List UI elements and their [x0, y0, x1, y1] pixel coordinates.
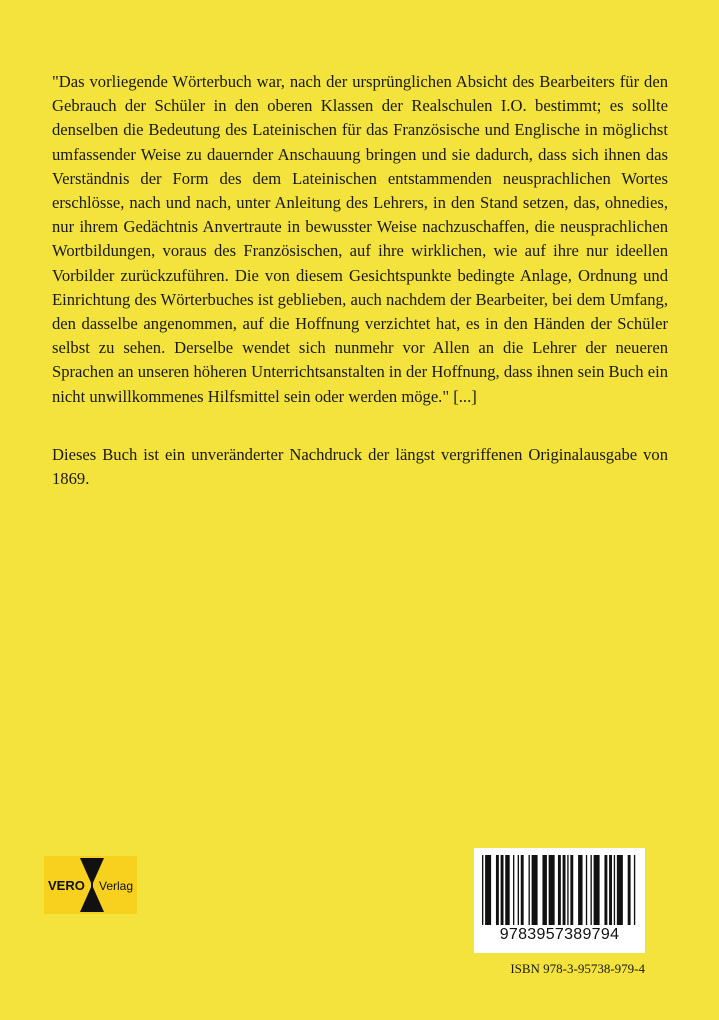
barcode-bar [501, 855, 504, 925]
barcode-bar [591, 855, 592, 925]
blurb-quote: "Das vorliegende Wörterbuch war, nach der ursprünglichen Absicht des Bearbeiters für den Gebrauch der Schüler in den oberen Klassen der Realschulen I.O. bestimmt; es sollte denselben die Bedeutung des Lateinischen für das Französische und Englische in möglichst umfassender Weise zu dauernder Anschauung bringen und sie dadurch, dass sich ihnen das Verständnis der Form des dem Lateinischen entstammenden neusprachlichen Wortes erschlösse, nach und nach, unter Anleitung des Lehrers, in den Stand setzen, das, ohnedies, nur ihrem Gedächtnis Anvertraute in bewusster Weise nachzuschaffen, die neusprachlichen Wortbildungen, voraus des Französischen, auf ihre wirklichen, wie auf ihre nur ideellen Vorbilder zurückzuführen. Die von diesem Gesichtspunkte bedingte Anlage, Ordnung und Einrichtung des Wörterbuches ist geblieben, auch nachdem der Bearbeiter, bei dem Umfang, den dasselbe angenommen, auf die Hoffnung verzichtet hat, es in den Händen der Schüler selbst zu sehen. Derselbe wendet sich nunmehr vor Allen an die Lehrer der neueren Sprachen an unseren höheren Unterrichtsanstalten in der Hoffnung, dass ihnen sein Buch ein nicht unwillkommenes Hilfsmittel sein oder werden möge." [...] [52, 72, 668, 406]
barcode-bar [617, 855, 623, 925]
barcode-bar [586, 855, 587, 925]
barcode-bar [628, 855, 631, 925]
isbn-label: ISBN 978-3-95738-979-4 [510, 961, 645, 976]
barcode-digits: 9783957389794 [499, 926, 620, 943]
barcode-bar [542, 855, 546, 925]
publisher-logo [44, 856, 137, 914]
barcode-bar [482, 855, 483, 925]
barcode-bar [604, 855, 607, 925]
barcode-bar [496, 855, 499, 925]
barcode-bar [609, 855, 612, 925]
barcode-bars [482, 855, 637, 925]
logo-text-vero: VERO [48, 878, 85, 893]
barcode-bar [594, 855, 600, 925]
barcode-bar [578, 855, 582, 925]
barcode-bar [558, 855, 561, 925]
barcode-bar [563, 855, 566, 925]
barcode-bar [518, 855, 519, 925]
barcode-bar [567, 855, 568, 925]
barcode-bar [529, 855, 530, 925]
barcode-bar [532, 855, 538, 925]
barcode-bar [513, 855, 514, 925]
barcode-bar [505, 855, 509, 925]
barcode-bar [549, 855, 555, 925]
reprint-note: Dieses Buch ist ein unveränderter Nachdruck der längst vergriffenen Originalausgabe von 1869. [52, 445, 668, 489]
logo-text-verlag: Verlag [99, 879, 134, 893]
barcode [474, 848, 645, 953]
barcode-bar [634, 855, 635, 925]
barcode-bar [521, 855, 524, 925]
vero-bowtie-icon [44, 856, 137, 914]
barcode-bar [614, 855, 615, 925]
barcode-bar [570, 855, 573, 925]
barcode-bar [485, 855, 491, 925]
